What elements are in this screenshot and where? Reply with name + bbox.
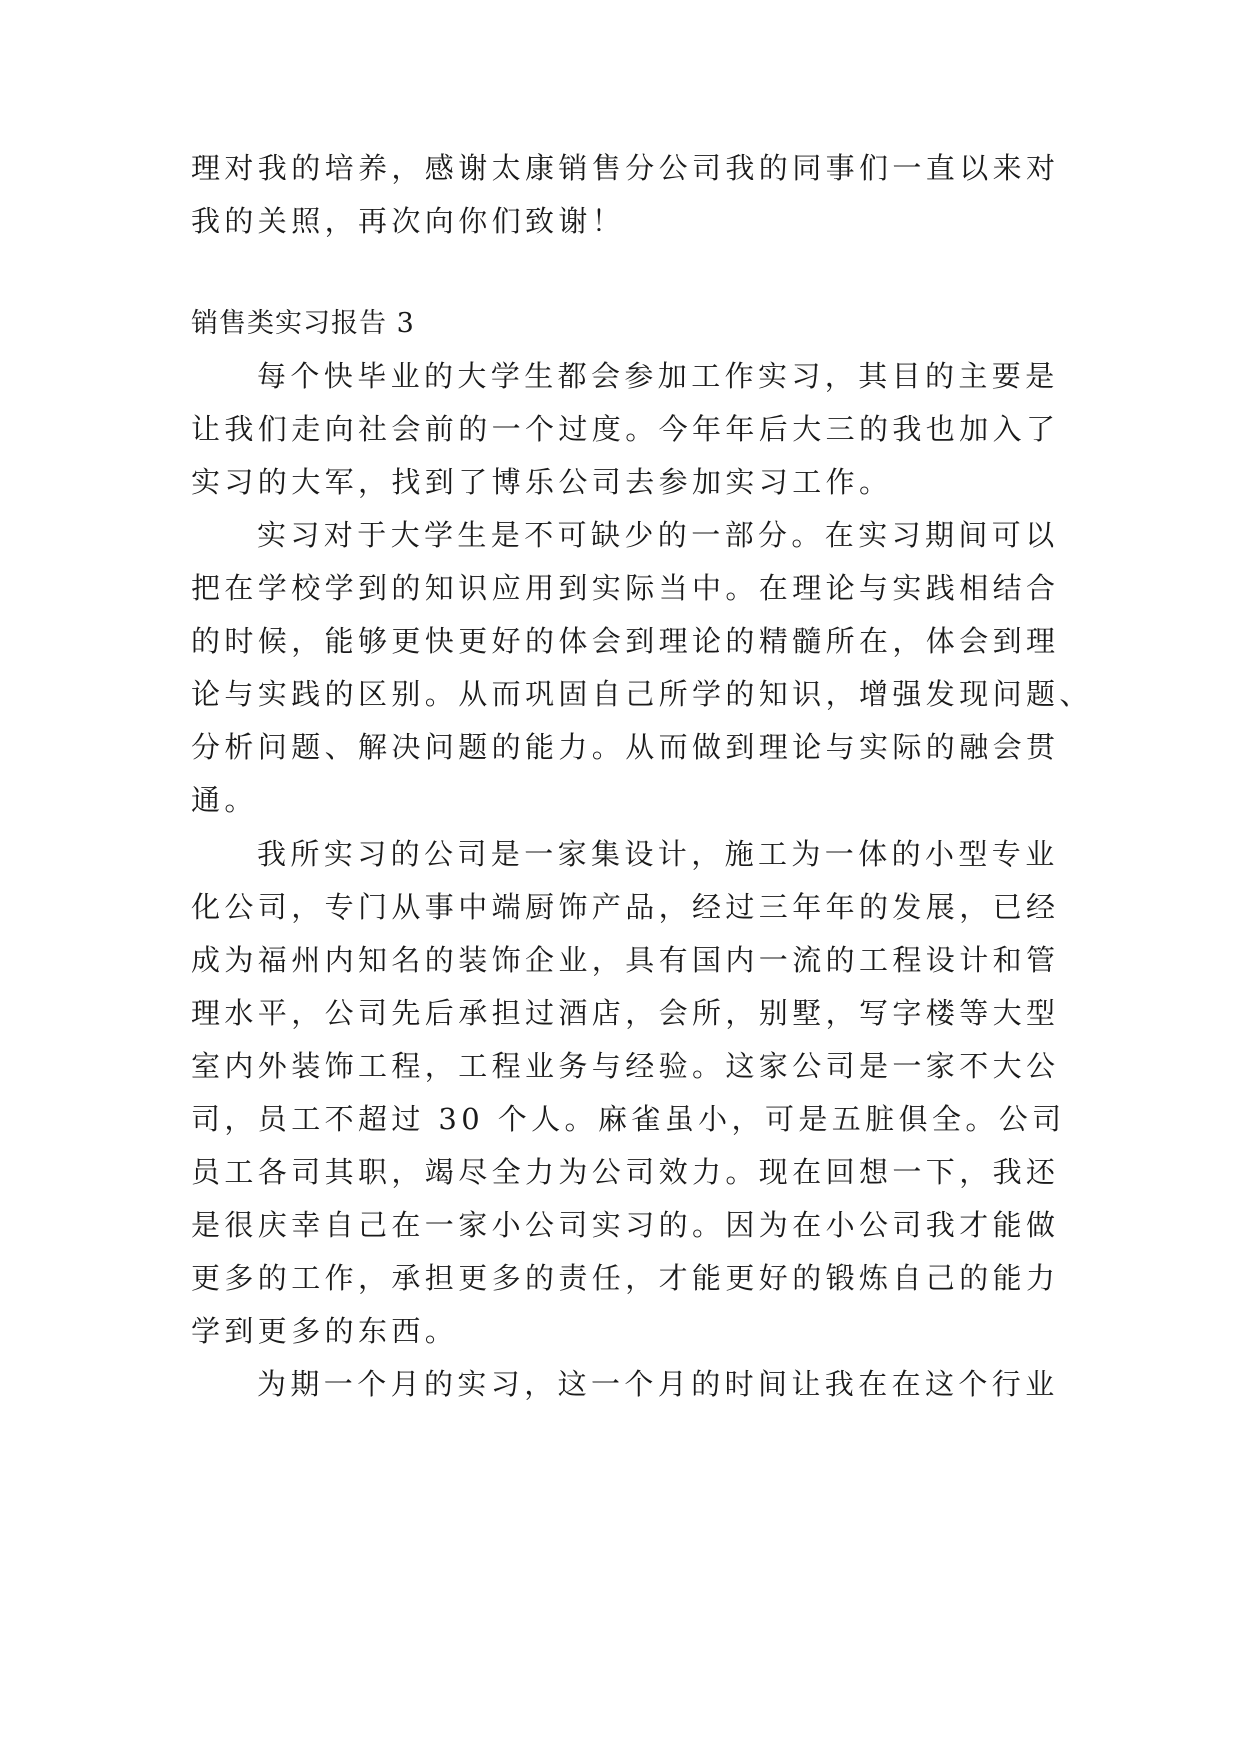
paragraph-line: 室内外装饰工程，工程业务与经验。这家公司是一家不大公 bbox=[191, 1049, 1060, 1083]
paragraph-line: 理水平，公司先后承担过酒店，会所，别墅，写字楼等大型 bbox=[191, 996, 1060, 1030]
paragraph-line: 更多的工作，承担更多的责任，才能更好的锻炼自己的能力 bbox=[191, 1261, 1060, 1295]
text-line: 理对我的培养，感谢太康销售分公司我的同事们一直以来对 bbox=[191, 151, 1060, 185]
text-line: 我的关照，再次向你们致谢！ bbox=[191, 204, 626, 238]
paragraph-line: 员工各司其职，竭尽全力为公司效力。现在回想一下，我还 bbox=[191, 1155, 1060, 1189]
paragraph-line: 成为福州内知名的装饰企业，具有国内一流的工程设计和管 bbox=[191, 943, 1060, 977]
section-title: 销售类实习报告 3 bbox=[191, 308, 415, 339]
paragraph-line: 每个快毕业的大学生都会参加工作实习，其目的主要是 bbox=[257, 359, 1059, 393]
paragraph-line: 论与实践的区别。从而巩固自己所学的知识，增强发现问题、 bbox=[191, 677, 1093, 711]
paragraph-line: 司，员工不超过 30 个人。麻雀虽小，可是五脏俱全。公司 bbox=[191, 1102, 1066, 1136]
paragraph-line: 把在学校学到的知识应用到实际当中。在理论与实践相结合 bbox=[191, 571, 1060, 605]
paragraph-line: 我所实习的公司是一家集设计，施工为一体的小型专业 bbox=[257, 837, 1059, 871]
paragraph-line: 实习对于大学生是不可缺少的一部分。在实习期间可以 bbox=[257, 518, 1059, 552]
paragraph-line: 让我们走向社会前的一个过度。今年年后大三的我也加入了 bbox=[191, 412, 1060, 446]
paragraph-line: 实习的大军，找到了博乐公司去参加实习工作。 bbox=[191, 465, 893, 499]
paragraph-line: 是很庆幸自己在一家小公司实习的。因为在小公司我才能做 bbox=[191, 1208, 1060, 1242]
paragraph-line: 化公司，专门从事中端厨饰产品，经过三年年的发展，已经 bbox=[191, 890, 1060, 924]
paragraph-line: 的时候，能够更快更好的体会到理论的精髓所在，体会到理 bbox=[191, 624, 1060, 658]
paragraph-line: 分析问题、解决问题的能力。从而做到理论与实际的融会贯 bbox=[191, 730, 1060, 764]
paragraph-line: 为期一个月的实习，这一个月的时间让我在在这个行业 bbox=[257, 1367, 1059, 1401]
paragraph-line: 通。 bbox=[191, 783, 258, 817]
paragraph-line: 学到更多的东西。 bbox=[191, 1314, 459, 1348]
